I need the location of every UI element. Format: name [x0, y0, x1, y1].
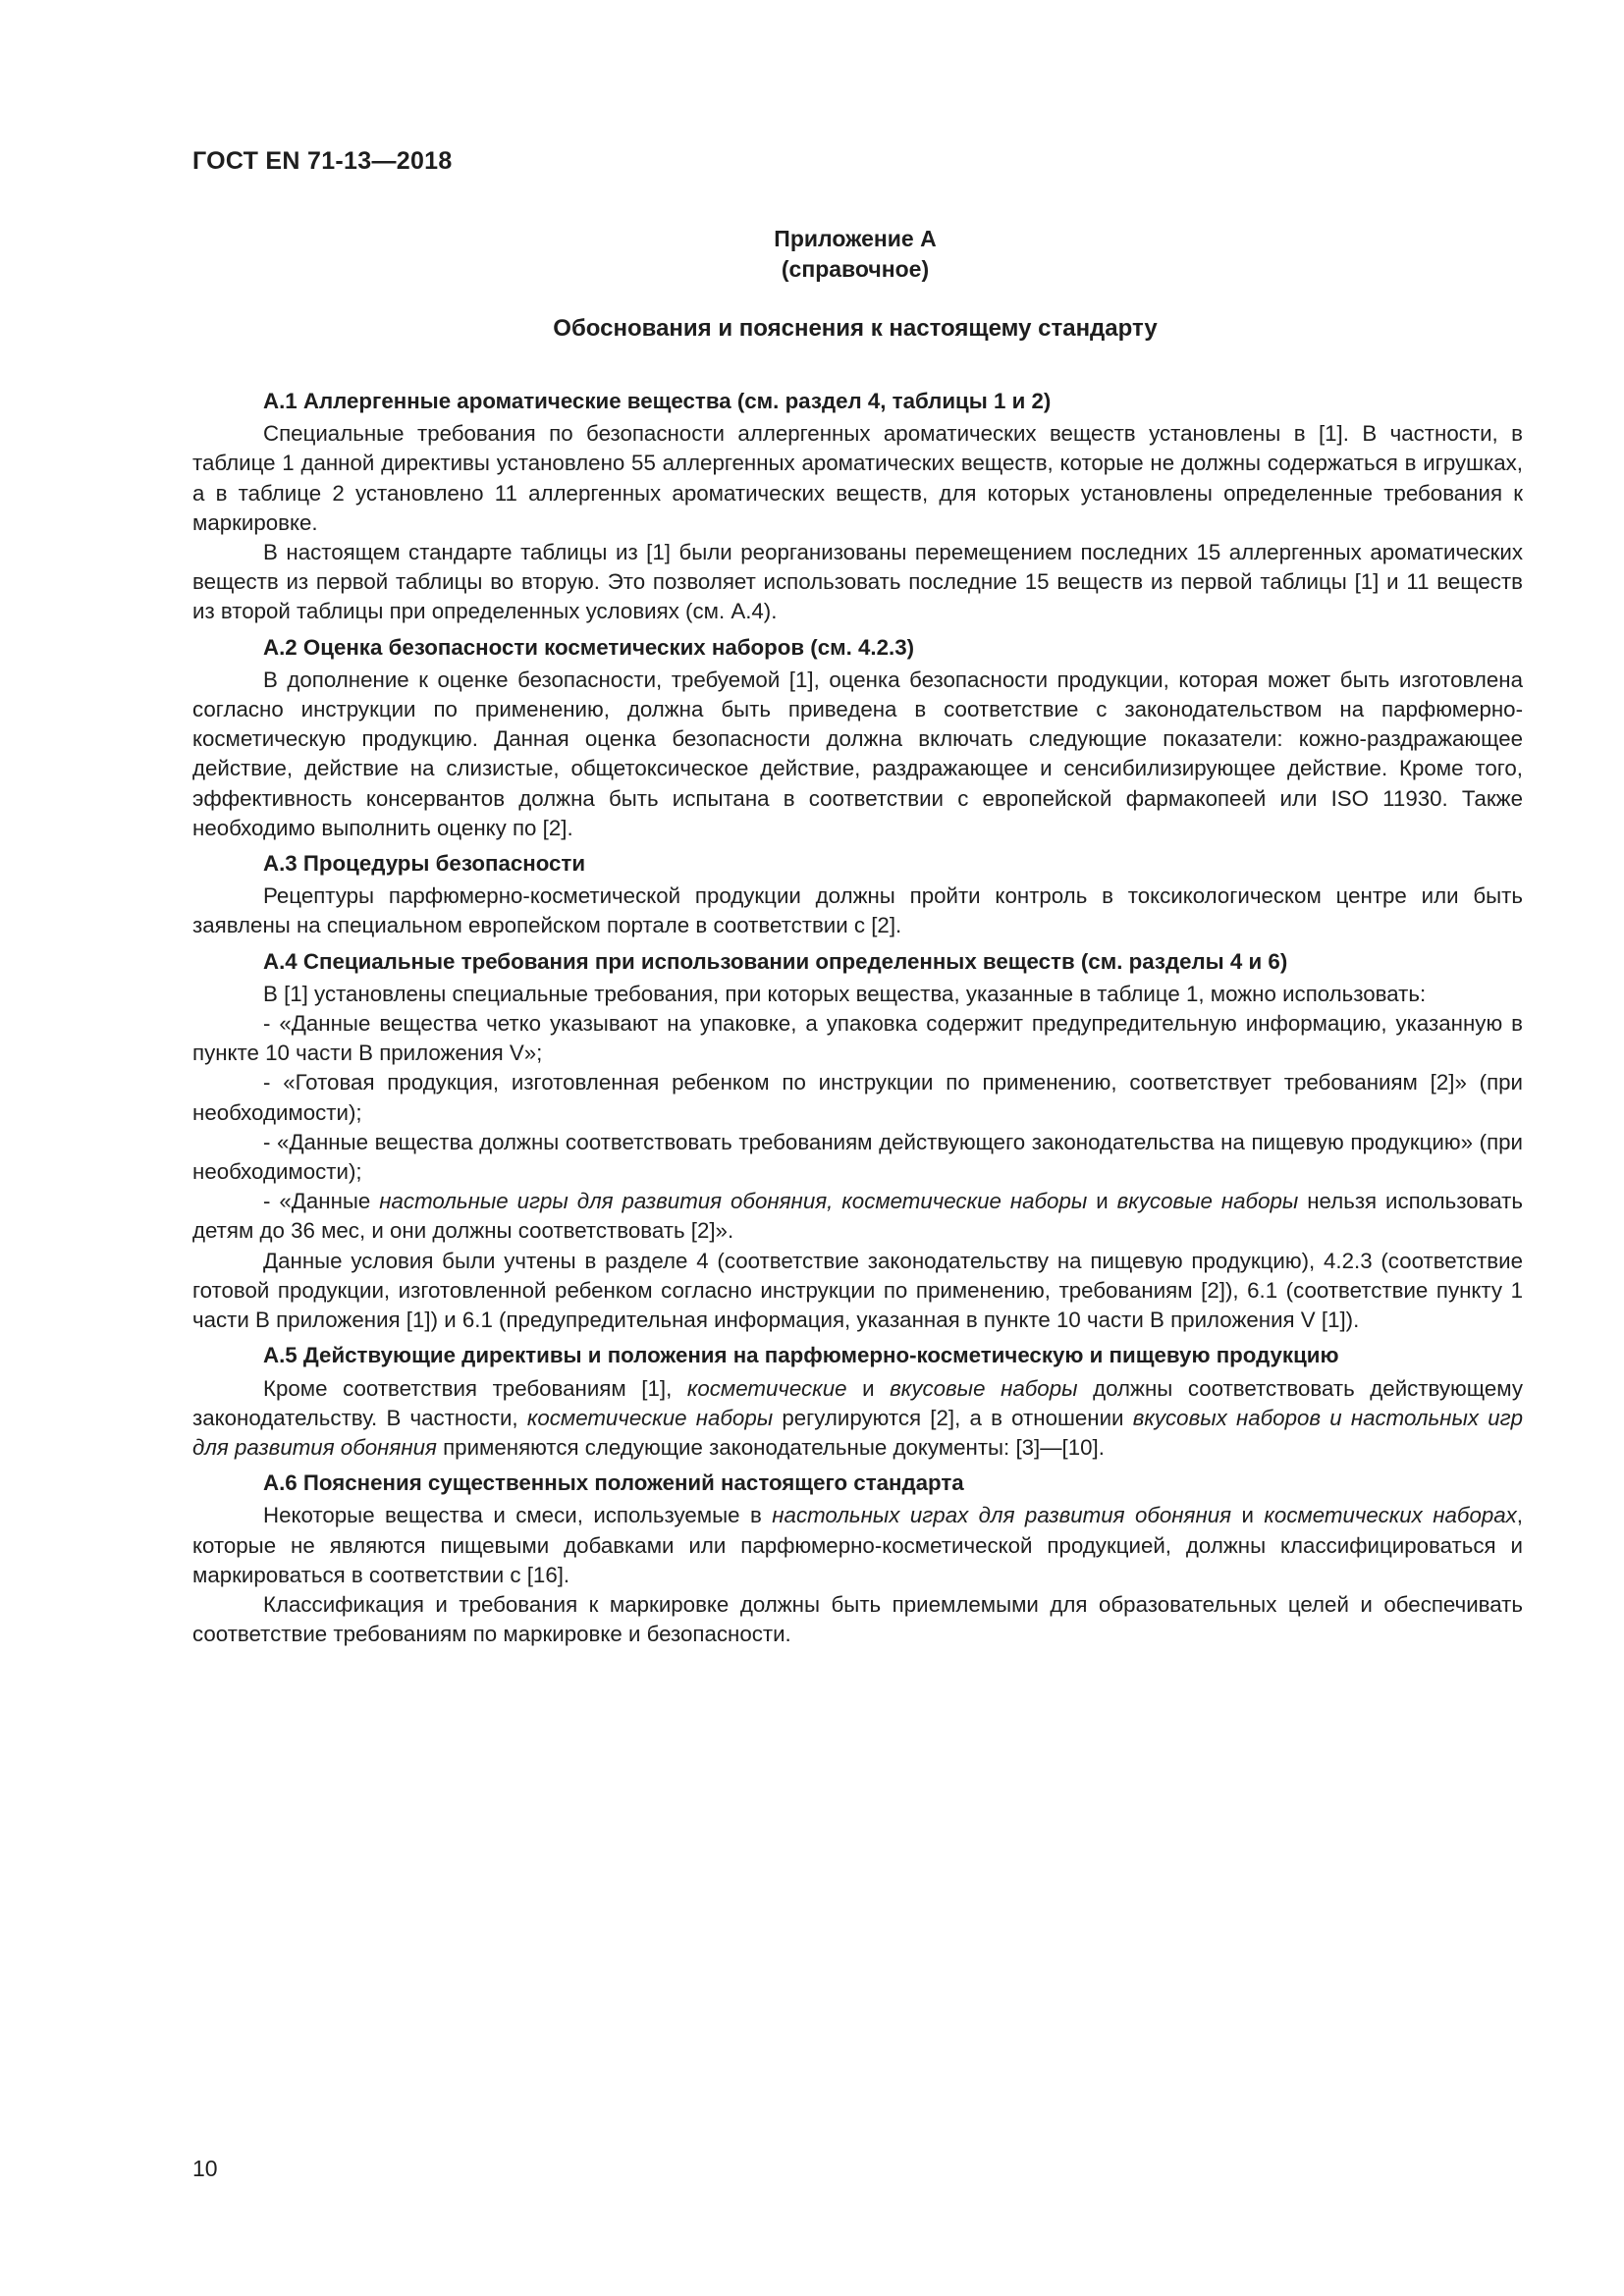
italic-text: косметические наборы — [526, 1405, 774, 1430]
document-code: ГОСТ EN 71-13—2018 — [192, 147, 453, 175]
italic-text: настольные игры для развития обоняния, косметические наборы — [379, 1189, 1088, 1214]
text-run: - «Готовая продукция, изготовленная ребенком по инструкции по применению, соответствует требованиям [2]» (при необходимости); — [192, 1070, 1523, 1125]
paragraph — [192, 1247, 1523, 1336]
section-heading: A.4 Специальные требования при использовании определенных веществ (см. разделы 4 и 6) — [263, 948, 1288, 974]
section-heading: A.6 Пояснения существенных положений настоящего стандарта — [263, 1470, 964, 1496]
italic-text: настольных играх для развития обоняния — [772, 1503, 1232, 1528]
document-body — [192, 387, 1523, 1649]
section-heading: A.2 Оценка безопасности косметических наборов (см. 4.2.3) — [263, 634, 915, 660]
text-run: , которые не являются пищевыми добавками или парфюмерно-косметической продукцией, должны классифицироваться и маркироваться в соответствии с [16]. — [192, 1503, 1523, 1587]
paragraph — [192, 1128, 1523, 1187]
text-run: регулируются [2], а в отношении — [773, 1405, 1133, 1430]
text-run: Рецептуры парфюмерно-косметической продукции должны пройти контроль в токсикологическом центре или быть заявлены на специальном европейском портале в соответствии с [2]. — [192, 883, 1523, 938]
italic-text: вкусовые наборы — [1116, 1189, 1299, 1214]
text-run: В дополнение к оценке безопасности, требуемой [1], оценка безопасности продукции, которая может быть изготовлена согласно инструкции по применению, должна быть приведена в соответствие с законодательством на парфюмерно-косметическую продукцию. Данная оценка безопасности должна включать следующие показатели: кожно-раздражающее действие, действие на слизистые, общетоксическое действие, раздражающее и сенсибилизирующее действие. Кроме того, эффективность консервантов должна быть испытана в соответствии с европейской фармакопеей или ISO 11930. Также необходимо выполнить оценку по [2]. — [192, 667, 1523, 840]
text-run: Некоторые вещества и смеси, используемые в — [263, 1503, 773, 1528]
page-number: 10 — [192, 2156, 218, 2181]
appendix-heading: Обоснования и пояснения к настоящему стандарту — [553, 315, 1158, 342]
text-run: нельзя использовать детям до 36 мес, и они должны соответствовать [2]». — [192, 1189, 1523, 1244]
text-run: В настоящем стандарте таблицы из [1] были реорганизованы перемещением последних 15 аллергенных ароматических веществ из первой таблицы во вторую. Это позволяет использовать последние 15 веществ из первой таблицы [1] и 11 веществ из второй таблицы при определенных условиях (см. A.4). — [192, 540, 1523, 624]
section-heading: A.3 Процедуры безопасности — [263, 851, 586, 877]
text-run: и — [846, 1375, 891, 1401]
section-heading: A.1 Аллергенные ароматические вещества (см. раздел 4, таблицы 1 и 2) — [263, 389, 1052, 413]
paragraph — [192, 1187, 1523, 1246]
italic-text: вкусовые наборы — [890, 1375, 1078, 1401]
paragraph — [192, 980, 1523, 1009]
paragraph — [192, 1009, 1523, 1068]
paragraph — [192, 1590, 1523, 1649]
italic-text: косметические — [686, 1375, 847, 1401]
text-run: Кроме соответствия требованиям [1], — [263, 1375, 687, 1401]
text-run: - «Данные вещества должны соответствовать требованиям действующего законодательства на пищевую продукцию» (при необходимости); — [192, 1129, 1523, 1185]
text-run: Специальные требования по безопасности аллергенных ароматических веществ установлены в [1]. В частности, в таблице 1 данной директивы установлено 55 аллергенных ароматических веществ, которые не должны содержаться в игрушках, а в таблице 2 установлено 11 аллергенных ароматических веществ, для которых установлены определенные требования к маркировке. — [192, 421, 1523, 535]
text-run: и — [1087, 1189, 1117, 1214]
paragraph — [192, 881, 1523, 940]
italic-text: вкусовых наборов и настольных игр для развития обоняния — [192, 1405, 1523, 1460]
italic-text: косметических наборах — [1264, 1503, 1517, 1528]
paragraph — [192, 419, 1523, 538]
appendix-kind: (справочное) — [781, 256, 930, 282]
text-run: должны соответствовать действующему законодательству. В частности, — [192, 1375, 1523, 1430]
text-run: - «Данные вещества четко указывают на упаковке, а упаковка содержит предупредительную информацию, указанную в пункте 10 части B приложения V»; — [192, 1011, 1523, 1066]
paragraph — [192, 538, 1523, 627]
text-run: Классификация и требования к маркировке должны быть приемлемыми для образовательных целей и обеспечивать соответствие требованиям по маркировке и безопасности. — [192, 1591, 1523, 1647]
paragraph — [192, 1374, 1523, 1464]
text-run: Данные условия были учтены в разделе 4 (соответствие законодательству на пищевую продукцию), 4.2.3 (соответствие готовой продукции, изготовленной ребенком согласно инструкции по применению, требованиям [2]), 6.1 (соответствие пункту 1 части B приложения [1]) и 6.1 (предупредительная информация, указанная в пункте 10 части B приложения V [1]). — [192, 1248, 1523, 1333]
text-run: В [1] установлены специальные требования, при которых вещества, указанные в таблице 1, можно использовать: — [263, 981, 1427, 1006]
appendix-header — [192, 224, 1518, 345]
text-run: - «Данные — [263, 1189, 380, 1214]
paragraph — [192, 1501, 1523, 1590]
section-heading: A.5 Действующие директивы и положения на парфюмерно-косметическую и пищевую продукцию — [263, 1343, 1339, 1368]
paragraph — [192, 1068, 1523, 1127]
text-run: применяются следующие законодательные документы: [3]—[10]. — [436, 1434, 1105, 1460]
paragraph — [192, 666, 1523, 843]
appendix-title: Приложение A — [774, 226, 937, 251]
text-run: и — [1231, 1503, 1265, 1528]
